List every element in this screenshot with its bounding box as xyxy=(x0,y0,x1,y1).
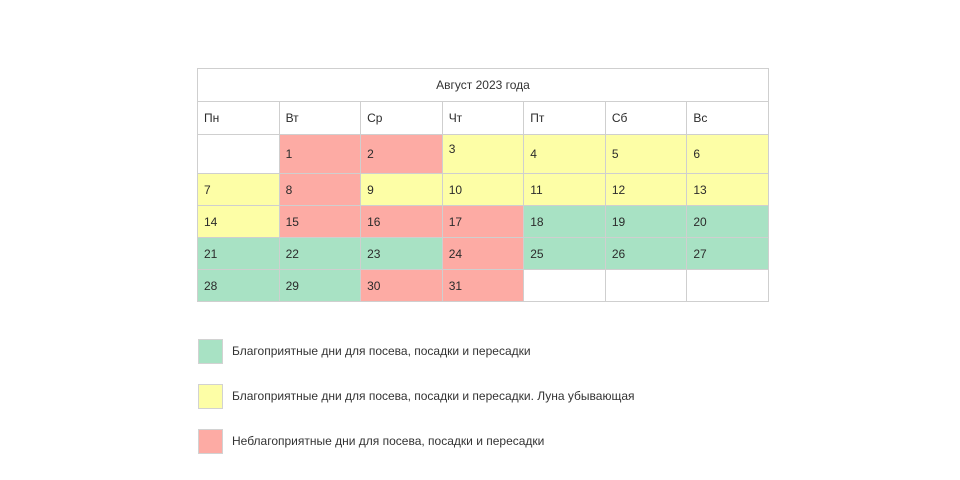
weekday-mon: Пн xyxy=(198,102,280,135)
weekday-fri: Пт xyxy=(524,102,606,135)
legend-label-unfavorable: Неблагоприятные дни для посева, посадки и пересадки xyxy=(232,434,545,448)
legend-swatch-yellow xyxy=(198,384,223,409)
calendar-day-cell: 25 xyxy=(524,238,606,270)
weekday-wed: Ср xyxy=(361,102,443,135)
legend-swatch-green xyxy=(198,339,223,364)
legend-label-favorable-waning: Благоприятные дни для посева, посадки и пересадки. Луна убывающая xyxy=(232,389,635,403)
calendar-day-cell: 7 xyxy=(198,174,280,206)
calendar-day-cell: 6 xyxy=(687,135,769,174)
legend-item-favorable xyxy=(198,338,798,364)
calendar-day-cell: 10 xyxy=(442,174,524,206)
calendar-day-cell: 11 xyxy=(524,174,606,206)
calendar-day-cell: 31 xyxy=(442,270,524,302)
calendar-day-cell xyxy=(198,135,280,174)
calendar-day-cell: 17 xyxy=(442,206,524,238)
calendar-day-cell: 13 xyxy=(687,174,769,206)
calendar-day-cell: 3 xyxy=(442,135,524,174)
calendar-day-cell: 9 xyxy=(361,174,443,206)
calendar-week-row xyxy=(198,270,769,302)
calendar-day-cell: 16 xyxy=(361,206,443,238)
calendar-day-cell: 12 xyxy=(605,174,687,206)
calendar-day-cell: 8 xyxy=(279,174,361,206)
calendar-day-cell: 5 xyxy=(605,135,687,174)
weekday-sat: Сб xyxy=(605,102,687,135)
calendar-day-cell: 26 xyxy=(605,238,687,270)
calendar-table xyxy=(197,68,769,302)
calendar-day-cell: 23 xyxy=(361,238,443,270)
calendar-day-cell xyxy=(605,270,687,302)
calendar-day-cell: 27 xyxy=(687,238,769,270)
weekday-tue: Вт xyxy=(279,102,361,135)
weekday-header-row xyxy=(198,102,769,135)
calendar-day-cell: 30 xyxy=(361,270,443,302)
weekday-thu: Чт xyxy=(442,102,524,135)
calendar-day-cell: 20 xyxy=(687,206,769,238)
calendar-week-row xyxy=(198,135,769,174)
calendar-day-cell: 2 xyxy=(361,135,443,174)
calendar-day-cell: 22 xyxy=(279,238,361,270)
calendar-day-cell: 29 xyxy=(279,270,361,302)
calendar-day-cell: 19 xyxy=(605,206,687,238)
calendar-day-cell: 15 xyxy=(279,206,361,238)
legend xyxy=(198,338,798,473)
legend-item-favorable-waning xyxy=(198,383,798,409)
calendar-day-cell: 14 xyxy=(198,206,280,238)
calendar-day-cell: 24 xyxy=(442,238,524,270)
calendar-day-cell xyxy=(687,270,769,302)
legend-label-favorable: Благоприятные дни для посева, посадки и пересадки xyxy=(232,344,531,358)
calendar-day-cell: 21 xyxy=(198,238,280,270)
calendar-week-row xyxy=(198,174,769,206)
calendar-day-cell: 4 xyxy=(524,135,606,174)
calendar-week-row xyxy=(198,238,769,270)
calendar-day-cell: 1 xyxy=(279,135,361,174)
calendar-title: Август 2023 года xyxy=(198,69,769,102)
weekday-sun: Вс xyxy=(687,102,769,135)
calendar-day-cell: 18 xyxy=(524,206,606,238)
calendar-day-cell: 28 xyxy=(198,270,280,302)
calendar-week-row xyxy=(198,206,769,238)
legend-swatch-red xyxy=(198,429,223,454)
legend-item-unfavorable xyxy=(198,428,798,454)
calendar-day-cell xyxy=(524,270,606,302)
